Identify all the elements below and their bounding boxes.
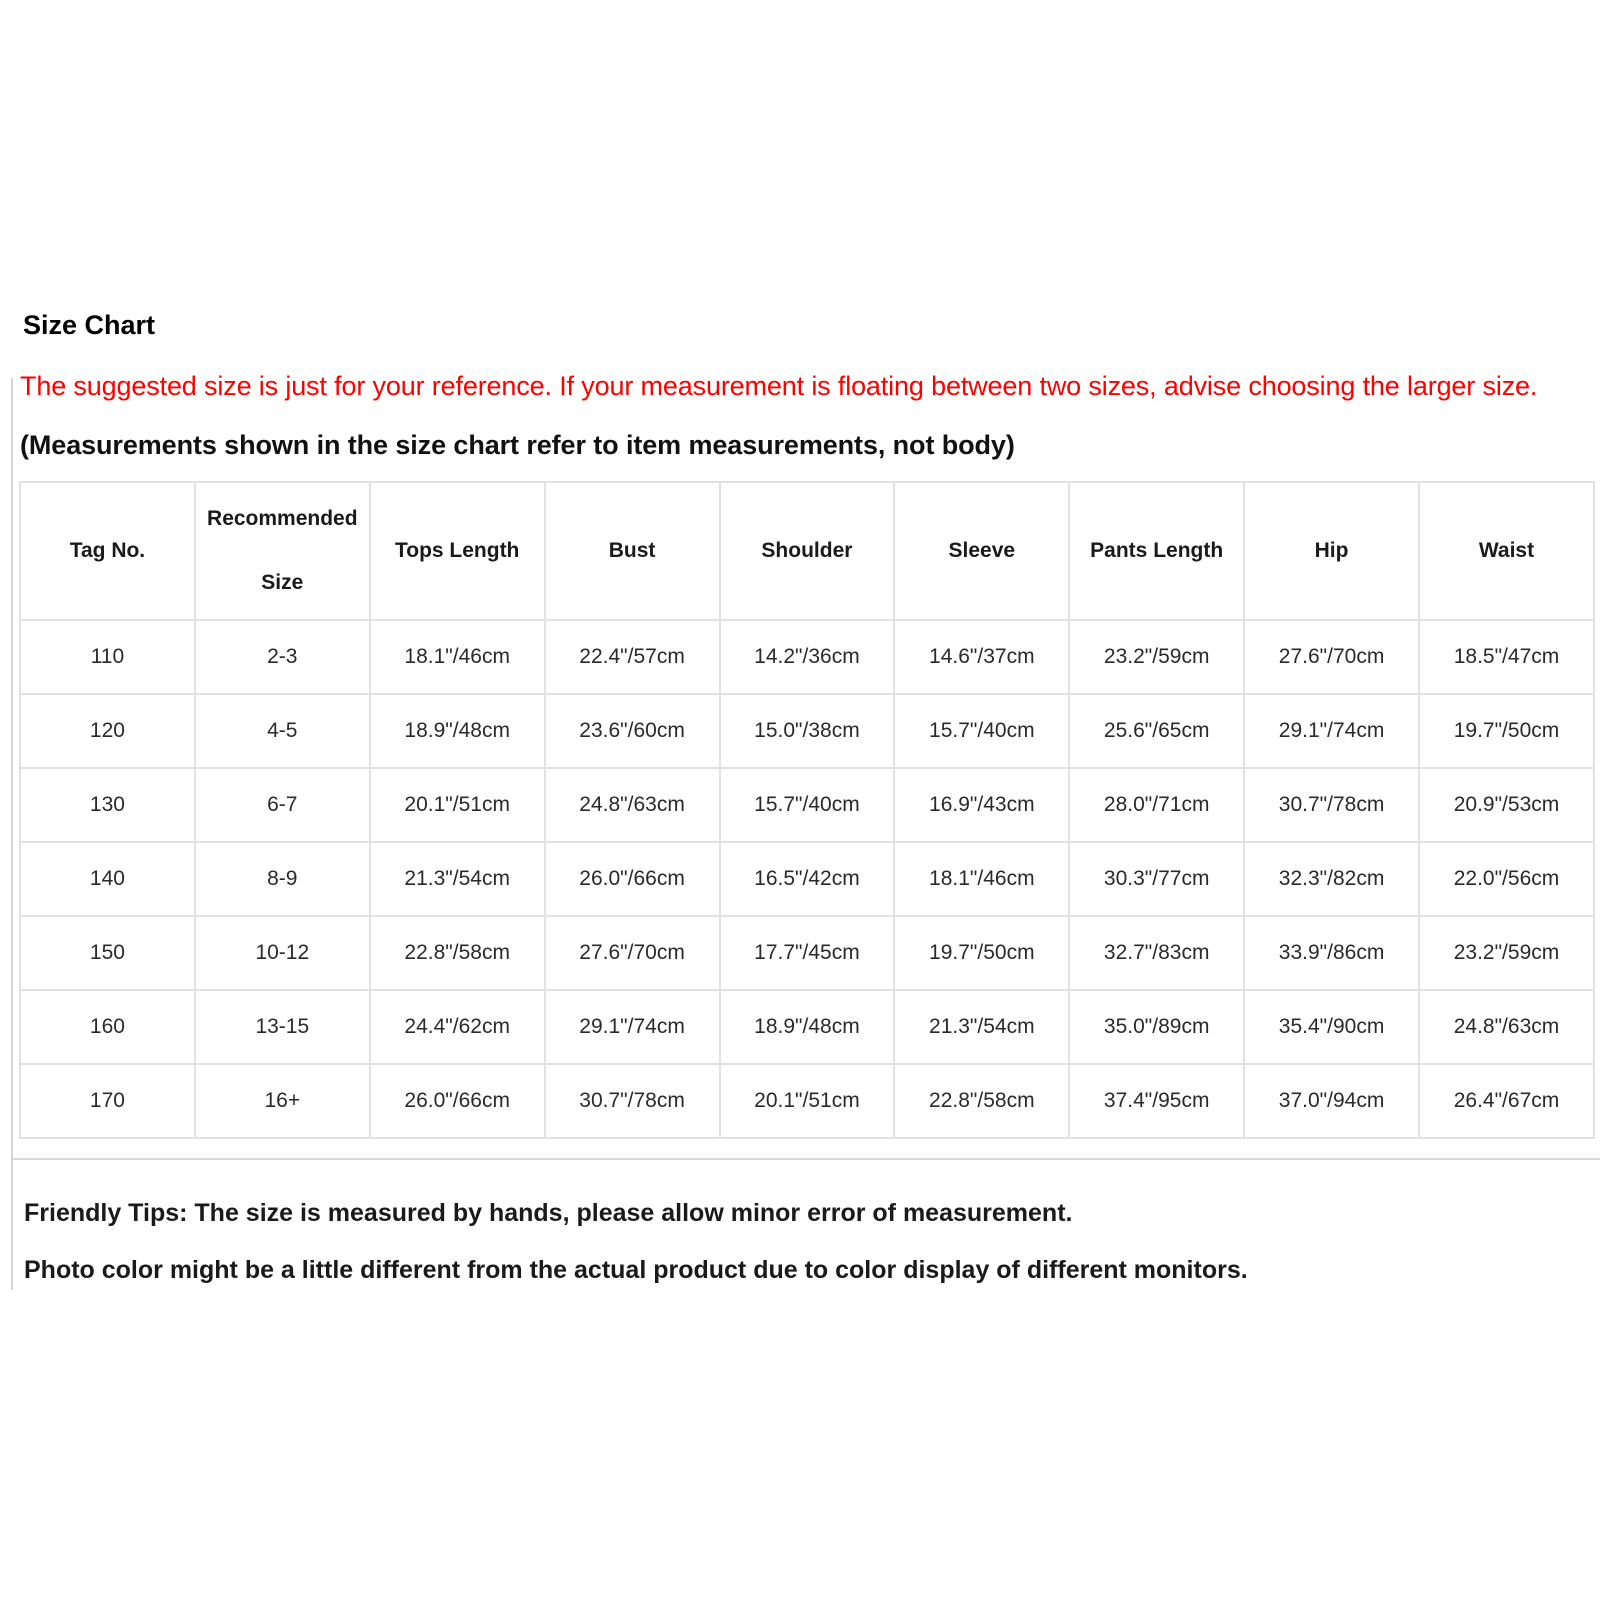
cell-hip: 35.4"/90cm (1244, 990, 1419, 1064)
cell-pants-length: 35.0"/89cm (1069, 990, 1244, 1064)
cell-pants-length: 37.4"/95cm (1069, 1064, 1244, 1138)
cell-waist: 23.2"/59cm (1419, 916, 1594, 990)
cell-recommended-size: 13-15 (195, 990, 370, 1064)
cell-pants-length: 30.3"/77cm (1069, 842, 1244, 916)
cell-recommended-size: 10-12 (195, 916, 370, 990)
cell-sleeve: 18.1"/46cm (894, 842, 1069, 916)
cell-tops-length: 21.3"/54cm (370, 842, 545, 916)
cell-sleeve: 19.7"/50cm (894, 916, 1069, 990)
cell-recommended-size: 2-3 (195, 620, 370, 694)
cell-sleeve: 16.9"/43cm (894, 768, 1069, 842)
table-header-row (20, 482, 1594, 620)
table-row (20, 916, 1594, 990)
table-row (20, 620, 1594, 694)
cell-shoulder: 16.5"/42cm (720, 842, 895, 916)
cell-tag-no: 170 (20, 1064, 195, 1138)
cell-hip: 37.0"/94cm (1244, 1064, 1419, 1138)
cell-hip: 33.9"/86cm (1244, 916, 1419, 990)
cell-recommended-size: 16+ (195, 1064, 370, 1138)
cell-tops-length: 18.1"/46cm (370, 620, 545, 694)
table-row (20, 842, 1594, 916)
cell-bust: 29.1"/74cm (545, 990, 720, 1064)
header-sleeve: Sleeve (894, 482, 1069, 620)
cell-shoulder: 15.0"/38cm (720, 694, 895, 768)
cell-tops-length: 22.8"/58cm (370, 916, 545, 990)
color-disclaimer: Photo color might be a little different from the actual product due to color display of different monitors. (24, 1256, 1248, 1284)
cell-pants-length: 28.0"/71cm (1069, 768, 1244, 842)
cell-recommended-size: 4-5 (195, 694, 370, 768)
table-row (20, 768, 1594, 842)
cell-shoulder: 20.1"/51cm (720, 1064, 895, 1138)
cell-tag-no: 140 (20, 842, 195, 916)
cell-waist: 26.4"/67cm (1419, 1064, 1594, 1138)
header-recommended-size-label: Recommended Size (207, 507, 358, 594)
table-row (20, 694, 1594, 768)
cell-tag-no: 120 (20, 694, 195, 768)
cell-waist: 20.9"/53cm (1419, 768, 1594, 842)
header-bust: Bust (545, 482, 720, 620)
cell-tops-length: 26.0"/66cm (370, 1064, 545, 1138)
cell-bust: 26.0"/66cm (545, 842, 720, 916)
header-recommended-size (195, 482, 370, 620)
size-table (19, 481, 1595, 1139)
cell-waist: 19.7"/50cm (1419, 694, 1594, 768)
header-pants-length: Pants Length (1069, 482, 1244, 620)
cell-hip: 29.1"/74cm (1244, 694, 1419, 768)
cell-hip: 32.3"/82cm (1244, 842, 1419, 916)
cell-pants-length: 32.7"/83cm (1069, 916, 1244, 990)
table-row (20, 1064, 1594, 1138)
measurement-note: (Measurements shown in the size chart refer to item measurements, not body) (20, 430, 1015, 460)
cell-pants-length: 23.2"/59cm (1069, 620, 1244, 694)
cell-shoulder: 18.9"/48cm (720, 990, 895, 1064)
cell-tag-no: 150 (20, 916, 195, 990)
cell-sleeve: 21.3"/54cm (894, 990, 1069, 1064)
header-tops-length: Tops Length (370, 482, 545, 620)
cell-waist: 22.0"/56cm (1419, 842, 1594, 916)
header-shoulder: Shoulder (720, 482, 895, 620)
cell-waist: 24.8"/63cm (1419, 990, 1594, 1064)
cell-hip: 27.6"/70cm (1244, 620, 1419, 694)
cell-bust: 22.4"/57cm (545, 620, 720, 694)
cell-tops-length: 18.9"/48cm (370, 694, 545, 768)
cell-recommended-size: 8-9 (195, 842, 370, 916)
table-row (20, 990, 1594, 1064)
left-border-line (11, 378, 13, 1290)
cell-tag-no: 110 (20, 620, 195, 694)
cell-sleeve: 22.8"/58cm (894, 1064, 1069, 1138)
cell-shoulder: 17.7"/45cm (720, 916, 895, 990)
cell-waist: 18.5"/47cm (1419, 620, 1594, 694)
cell-tag-no: 130 (20, 768, 195, 842)
size-advice-notice: The suggested size is just for your reference. If your measurement is floating between two sizes, advise choosing the larger size. (20, 371, 1538, 401)
friendly-tip: Friendly Tips: The size is measured by hands, please allow minor error of measurement. (24, 1199, 1073, 1227)
header-waist: Waist (1419, 482, 1594, 620)
cell-sleeve: 15.7"/40cm (894, 694, 1069, 768)
cell-recommended-size: 6-7 (195, 768, 370, 842)
header-hip: Hip (1244, 482, 1419, 620)
cell-tops-length: 20.1"/51cm (370, 768, 545, 842)
cell-hip: 30.7"/78cm (1244, 768, 1419, 842)
cell-bust: 30.7"/78cm (545, 1064, 720, 1138)
cell-tops-length: 24.4"/62cm (370, 990, 545, 1064)
header-tag-no: Tag No. (20, 482, 195, 620)
cell-sleeve: 14.6"/37cm (894, 620, 1069, 694)
section-divider (13, 1158, 1600, 1160)
size-table-container (19, 481, 1595, 1139)
cell-pants-length: 25.6"/65cm (1069, 694, 1244, 768)
page-title: Size Chart (23, 310, 156, 340)
cell-bust: 24.8"/63cm (545, 768, 720, 842)
cell-shoulder: 15.7"/40cm (720, 768, 895, 842)
cell-bust: 27.6"/70cm (545, 916, 720, 990)
cell-bust: 23.6"/60cm (545, 694, 720, 768)
cell-shoulder: 14.2"/36cm (720, 620, 895, 694)
cell-tag-no: 160 (20, 990, 195, 1064)
